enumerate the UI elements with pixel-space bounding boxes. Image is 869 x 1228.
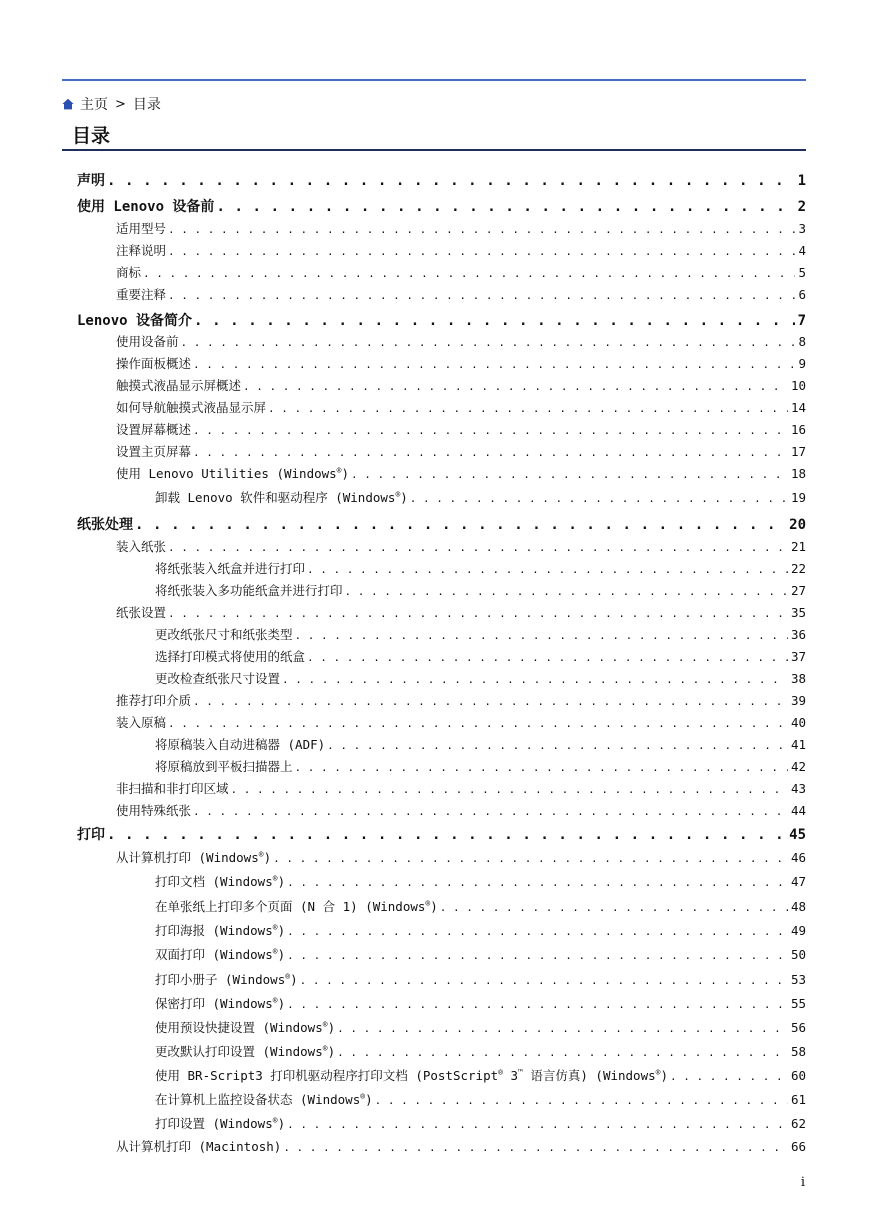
toc-leader-dots — [231, 783, 788, 796]
toc-section-link[interactable] — [116, 603, 806, 621]
toc-leader-dots — [337, 1022, 788, 1035]
toc-page-number: 6 — [798, 287, 806, 302]
toc-entry-label: 将原稿装入自动进稿器 (ADF) — [155, 737, 326, 752]
toc-entry-label: 非扫描和非打印区域 — [116, 781, 229, 796]
toc-entry-label: 使用 BR-Script3 打印机驱动程序打印文档 (PostScript® 3™ 语言仿真) (Windows®) — [155, 1068, 668, 1083]
toc-page-number: 27 — [790, 583, 806, 598]
toc-page-number: 9 — [798, 356, 806, 371]
toc-section-link[interactable] — [116, 376, 806, 394]
toc-leader-dots — [287, 949, 788, 962]
trademark-symbol: ™ — [518, 1068, 523, 1077]
toc-entry-label: 在计算机上监控设备状态 (Windows®) — [155, 1092, 373, 1107]
trademark-symbol: ® — [336, 466, 342, 475]
toc-section-link[interactable] — [155, 1090, 806, 1108]
header-rule — [62, 79, 806, 81]
toc-page-number: 17 — [790, 444, 806, 459]
toc-leader-dots — [181, 336, 796, 349]
trademark-symbol: ® — [395, 490, 401, 499]
toc-page-number: 7 — [797, 313, 806, 329]
toc-section-link[interactable] — [155, 647, 806, 665]
toc-leader-dots — [168, 607, 788, 620]
toc-page-number: 45 — [789, 827, 806, 843]
toc-entry-label: 更改纸张尺寸和纸张类型 — [155, 627, 293, 642]
toc-leader-dots — [283, 1141, 788, 1154]
toc-entry-label: Lenovo 设备简介 — [77, 313, 193, 329]
toc-entry-label: 操作面板概述 — [116, 356, 192, 371]
toc-section-link[interactable] — [116, 354, 806, 372]
toc-entry-label: 适用型号 — [116, 221, 167, 236]
toc-entry-label: 保密打印 (Windows®) — [155, 996, 286, 1011]
toc-entry-label: 卸载 Lenovo 软件和驱动程序 (Windows®) — [155, 490, 408, 505]
toc-entry-label: 打印小册子 (Windows®) — [155, 972, 298, 987]
trademark-symbol: ® — [285, 972, 291, 981]
toc-entry-label: 打印设置 (Windows®) — [155, 1116, 286, 1131]
toc-entry-label: 纸张处理 — [77, 517, 133, 533]
toc-page-number: 41 — [790, 737, 806, 752]
toc-page-number: 58 — [790, 1044, 806, 1059]
toc-entry-label: 将纸张装入多功能纸盒并进行打印 — [155, 583, 343, 598]
toc-section-link[interactable] — [155, 970, 806, 988]
trademark-symbol: ® — [322, 1020, 328, 1029]
toc-chapter-link[interactable] — [77, 196, 806, 216]
toc-page-number: 61 — [790, 1092, 806, 1107]
page-title: 目录 — [72, 125, 111, 147]
toc-leader-dots — [287, 1118, 788, 1131]
toc-section-link[interactable] — [155, 559, 806, 577]
trademark-symbol: ® — [322, 1044, 328, 1053]
trademark-symbol: ® — [272, 947, 278, 956]
toc-entry-label: 使用设备前 — [116, 334, 179, 349]
toc-leader-dots — [351, 468, 788, 481]
toc-entry-label: 使用特殊纸张 — [116, 803, 192, 818]
toc-entry-label: 更改默认打印设置 (Windows®) — [155, 1044, 336, 1059]
toc-leader-dots — [345, 585, 788, 598]
toc-leader-dots — [193, 424, 788, 437]
toc-entry-label: 使用 Lenovo Utilities (Windows®) — [116, 466, 350, 481]
toc-page-number: 46 — [790, 850, 806, 865]
toc-section-link[interactable] — [116, 285, 806, 303]
trademark-symbol: ® — [272, 1116, 278, 1125]
toc-entry-label: 声明 — [77, 173, 105, 189]
toc-page-number: 3 — [798, 221, 806, 236]
toc-page-number: 14 — [790, 400, 806, 415]
breadcrumb-separator: > — [115, 96, 126, 112]
toc-page-number: 21 — [790, 539, 806, 554]
breadcrumb-current: 目录 — [132, 97, 161, 113]
toc-page-number: 47 — [790, 874, 806, 889]
trademark-symbol: ® — [498, 1068, 503, 1077]
toc-entry-label: 更改检查纸张尺寸设置 — [155, 671, 281, 686]
toc-page-number: 37 — [790, 649, 806, 664]
toc-page-number: 4 — [798, 243, 806, 258]
toc-section-link[interactable] — [155, 757, 806, 775]
toc-leader-dots — [327, 739, 788, 752]
toc-entry-label: 在单张纸上打印多个页面 (N 合 1) (Windows®) — [155, 899, 438, 914]
toc-entry-label: 使用预设快捷设置 (Windows®) — [155, 1020, 336, 1035]
toc-page-number: 38 — [790, 671, 806, 686]
toc-page-number: 2 — [797, 199, 806, 215]
trademark-symbol: ® — [360, 1092, 366, 1101]
toc-entry-label: 设置屏幕概述 — [116, 422, 192, 437]
toc-leader-dots — [282, 673, 788, 686]
toc-leader-dots — [287, 998, 788, 1011]
toc-entry-label: 将原稿放到平板扫描器上 — [155, 759, 293, 774]
toc-entry-label: 选择打印模式将使用的纸盒 — [155, 649, 306, 664]
toc-section-link[interactable] — [116, 332, 806, 350]
toc-section-link[interactable] — [155, 488, 806, 506]
toc-page-number: 16 — [790, 422, 806, 437]
trademark-symbol: ® — [272, 923, 278, 932]
toc-leader-dots — [243, 380, 788, 393]
trademark-symbol: ® — [258, 850, 264, 859]
toc-page-number: 22 — [790, 561, 806, 576]
toc-entry-label: 打印海报 (Windows®) — [155, 923, 286, 938]
toc-page-number: 56 — [790, 1020, 806, 1035]
toc-chapter-link[interactable] — [77, 514, 806, 534]
toc-page-number: 60 — [790, 1068, 806, 1083]
toc-page-number: 20 — [789, 517, 806, 533]
toc-leader-dots — [135, 517, 786, 533]
toc-page-number: 62 — [790, 1116, 806, 1131]
toc-leader-dots — [440, 901, 788, 914]
toc-section-link[interactable] — [116, 537, 806, 555]
toc-section-link[interactable] — [155, 921, 806, 939]
toc-leader-dots — [168, 223, 795, 236]
toc-section-link[interactable] — [155, 669, 806, 687]
toc-section-link[interactable] — [116, 1137, 806, 1155]
toc-section-link[interactable] — [116, 442, 806, 460]
toc-page-number: 40 — [790, 715, 806, 730]
toc-section-link[interactable] — [155, 1018, 806, 1036]
toc-entry-label: 打印文档 (Windows®) — [155, 874, 286, 889]
toc-leader-dots — [107, 827, 786, 843]
trademark-symbol: ® — [272, 874, 278, 883]
toc-leader-dots — [143, 267, 795, 280]
toc-leader-dots — [287, 876, 788, 889]
toc-page-number: 49 — [790, 923, 806, 938]
toc-page-number: 48 — [790, 899, 806, 914]
toc-entry-label: 纸张设置 — [116, 605, 167, 620]
toc-entry-label: 从计算机打印 (Windows®) — [116, 850, 272, 865]
page-number: i — [800, 1175, 805, 1190]
toc-section-link[interactable] — [155, 994, 806, 1012]
home-icon[interactable] — [62, 98, 74, 110]
toc-leader-dots — [307, 651, 788, 664]
toc-entry-label: 从计算机打印 (Macintosh) — [116, 1139, 282, 1154]
toc-leader-dots — [168, 717, 788, 730]
toc-section-link[interactable] — [155, 1066, 806, 1084]
toc-page-number: 5 — [798, 265, 806, 280]
toc-entry-label: 重要注释 — [116, 287, 167, 302]
toc-leader-dots — [194, 313, 795, 329]
toc-leader-dots — [337, 1046, 788, 1059]
toc-entry-label: 如何导航触摸式液晶显示屏 — [116, 400, 267, 415]
toc-page-number: 43 — [790, 781, 806, 796]
toc-leader-dots — [410, 492, 788, 505]
breadcrumb — [62, 94, 161, 114]
toc-section-link[interactable] — [116, 420, 806, 438]
trademark-symbol: ® — [425, 899, 431, 908]
toc-leader-dots — [295, 629, 788, 642]
toc-page-number: 18 — [790, 466, 806, 481]
toc-chapter-link[interactable] — [77, 310, 806, 330]
toc-leader-dots — [193, 805, 788, 818]
toc-entry-label: 商标 — [116, 265, 142, 280]
toc-leader-dots — [375, 1094, 788, 1107]
trademark-symbol: ® — [655, 1068, 661, 1077]
toc-page-number: 19 — [790, 490, 806, 505]
toc-leader-dots — [216, 199, 794, 215]
toc-leader-dots — [268, 402, 788, 415]
toc-entry-label: 注释说明 — [116, 243, 167, 258]
toc-leader-dots — [193, 695, 788, 708]
toc-section-link[interactable] — [116, 241, 806, 259]
toc-leader-dots — [107, 173, 795, 189]
toc-entry-label: 推荐打印介质 — [116, 693, 192, 708]
title-rule — [62, 149, 806, 151]
toc-page-number: 42 — [790, 759, 806, 774]
toc-section-link[interactable] — [155, 872, 806, 890]
toc-entry-label: 触摸式液晶显示屏概述 — [116, 378, 242, 393]
toc-leader-dots — [168, 541, 788, 554]
trademark-symbol: ® — [272, 996, 278, 1005]
toc-leader-dots — [193, 446, 788, 459]
toc-leader-dots — [287, 925, 788, 938]
toc-section-link[interactable] — [155, 1042, 806, 1060]
toc-entry-label: 双面打印 (Windows®) — [155, 947, 286, 962]
toc-page-number: 55 — [790, 996, 806, 1011]
toc-page-number: 10 — [790, 378, 806, 393]
toc-entry-label: 装入原稿 — [116, 715, 167, 730]
breadcrumb-home-link[interactable]: 主页 — [80, 97, 108, 113]
toc-page-number: 1 — [797, 173, 806, 189]
toc-leader-dots — [300, 974, 788, 987]
toc-leader-dots — [670, 1070, 788, 1083]
toc-page-number: 8 — [798, 334, 806, 349]
toc-entry-label: 使用 Lenovo 设备前 — [77, 199, 215, 215]
toc-page-number: 44 — [790, 803, 806, 818]
toc-section-link[interactable] — [116, 713, 806, 731]
toc-section-link[interactable] — [116, 219, 806, 237]
toc-leader-dots — [273, 852, 788, 865]
toc-page-number: 35 — [790, 605, 806, 620]
toc-chapter-link[interactable] — [77, 170, 806, 190]
toc-leader-dots — [168, 289, 795, 302]
toc-section-link[interactable] — [116, 848, 806, 866]
toc-section-link[interactable] — [116, 398, 806, 416]
toc-section-link[interactable] — [155, 735, 806, 753]
toc-section-link[interactable] — [116, 464, 806, 482]
toc-page-number: 39 — [790, 693, 806, 708]
toc-section-link[interactable] — [155, 945, 806, 963]
toc-page-number: 66 — [790, 1139, 806, 1154]
toc-entry-label: 装入纸张 — [116, 539, 167, 554]
toc-section-link[interactable] — [155, 625, 806, 643]
toc-section-link[interactable] — [116, 779, 806, 797]
toc-section-link[interactable] — [116, 691, 806, 709]
toc-leader-dots — [307, 563, 788, 576]
toc-section-link[interactable] — [155, 897, 806, 915]
toc-leader-dots — [168, 245, 795, 258]
toc-entry-label: 将纸张装入纸盒并进行打印 — [155, 561, 306, 576]
toc-page-number: 53 — [790, 972, 806, 987]
toc-section-link[interactable] — [116, 263, 806, 281]
toc-entry-label: 打印 — [77, 827, 105, 843]
toc-page-number: 36 — [790, 627, 806, 642]
toc-leader-dots — [295, 761, 788, 774]
toc-section-link[interactable] — [155, 581, 806, 599]
toc-section-link[interactable] — [155, 1114, 806, 1132]
toc-page-number: 50 — [790, 947, 806, 962]
toc-chapter-link[interactable] — [77, 824, 806, 844]
toc-entry-label: 设置主页屏幕 — [116, 444, 192, 459]
toc-leader-dots — [193, 358, 795, 371]
toc-section-link[interactable] — [116, 801, 806, 819]
